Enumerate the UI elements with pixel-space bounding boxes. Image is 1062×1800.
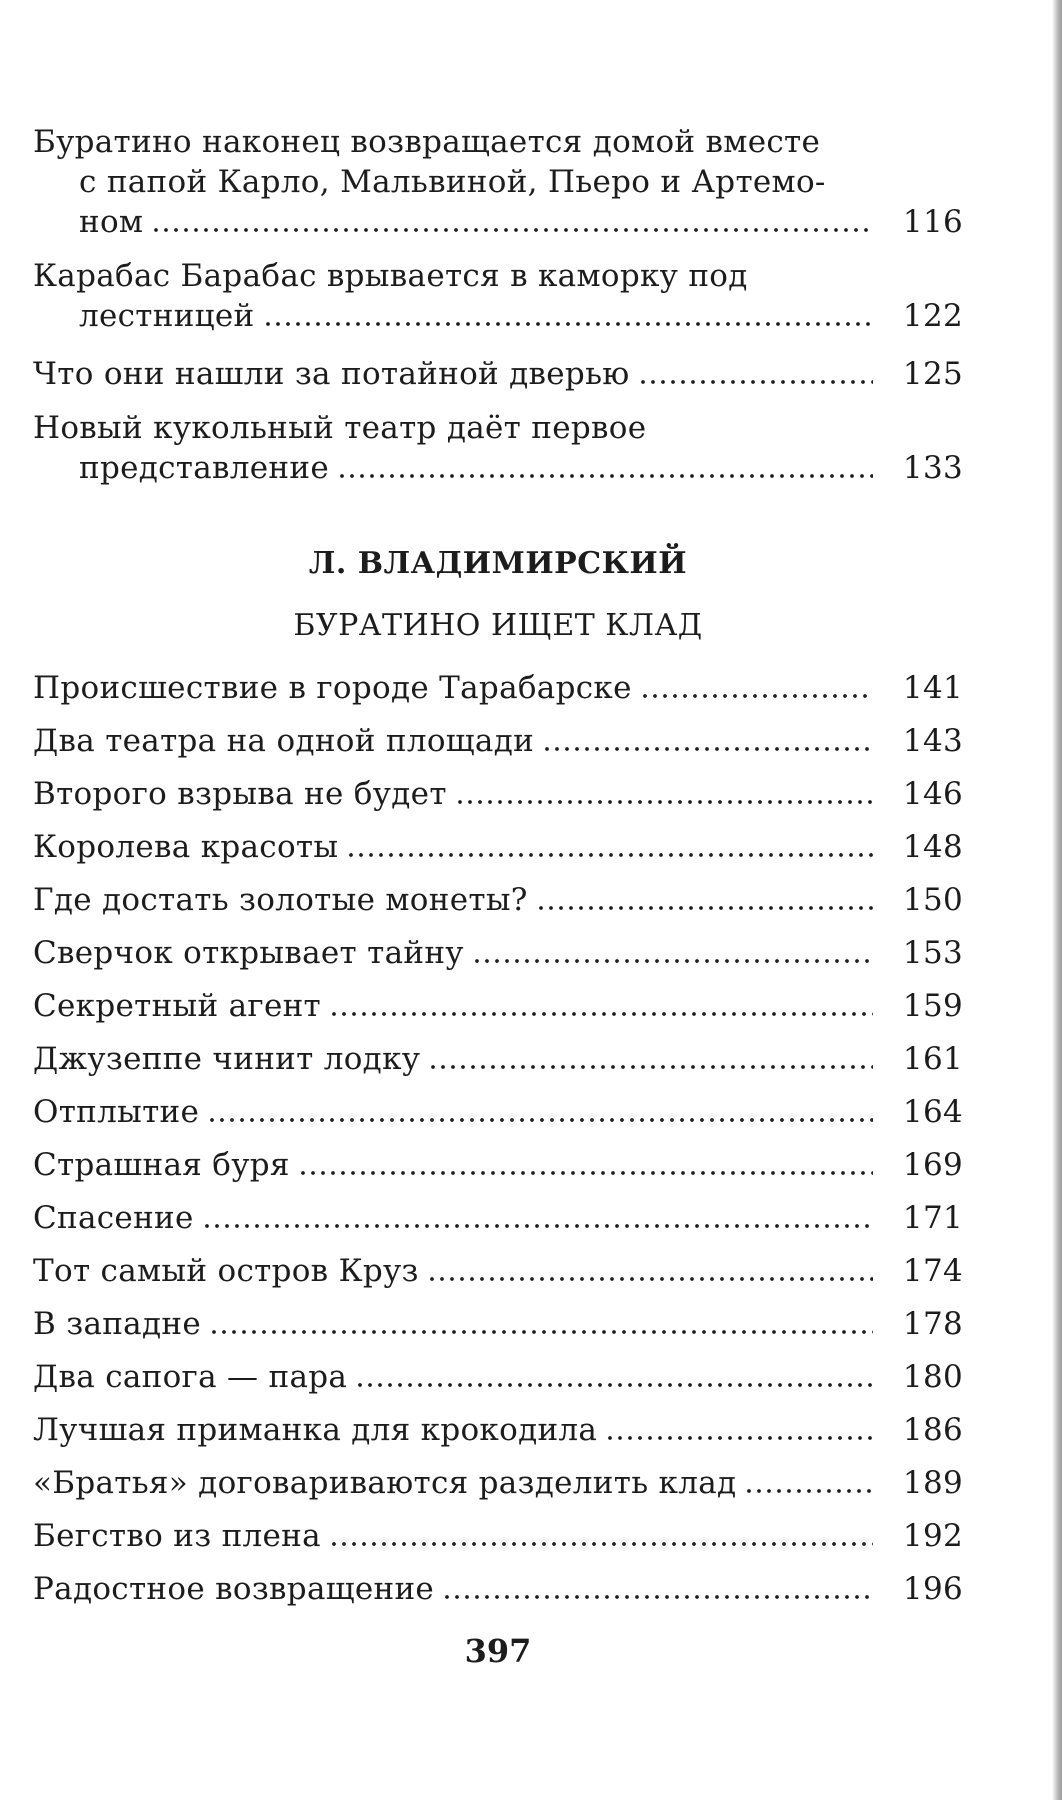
toc-entry-title: ном	[79, 204, 144, 240]
toc-entry-last-line	[33, 774, 963, 814]
toc-entry	[33, 256, 963, 336]
toc-entry	[33, 880, 963, 920]
toc-page-number: 146	[902, 776, 963, 812]
toc-page-number: 148	[902, 829, 963, 865]
toc-entry-last-line	[33, 1092, 963, 1132]
toc-entry-title: Джузеппе чинит лодку	[33, 1041, 421, 1077]
toc-page-number: 159	[902, 988, 963, 1024]
dot-leader	[355, 1381, 873, 1389]
dot-leader	[346, 851, 873, 859]
toc-entry-title: Тот самый остров Круз	[33, 1253, 419, 1289]
toc-entry-last-line	[33, 1251, 963, 1291]
toc-entry-last-line	[33, 986, 963, 1026]
toc-entry	[33, 1198, 963, 1238]
author-heading: Л. ВЛАДИМИРСКИЙ	[308, 546, 688, 581]
toc-entry-title: Второго взрыва не будет	[33, 776, 447, 812]
toc-entry-title: Секретный агент	[33, 988, 322, 1024]
toc-entry-title: Происшествие в городе Тарабарске	[33, 670, 632, 706]
toc-entry-title: Два сапога — пара	[33, 1359, 348, 1395]
toc-entry-last-line	[33, 1569, 963, 1609]
toc-entry-last-line	[33, 668, 963, 708]
toc-entry	[33, 408, 963, 488]
toc-entry-last-line	[33, 721, 963, 761]
toc-entry	[33, 933, 963, 973]
toc-entry	[33, 1039, 963, 1079]
toc-entry	[33, 986, 963, 1026]
toc-entry-last-line	[33, 1039, 963, 1079]
dot-leader	[428, 1063, 873, 1071]
toc-page-number: 150	[902, 882, 963, 918]
toc-page-number: 174	[902, 1253, 963, 1289]
dot-leader	[472, 957, 873, 965]
toc-page-number: 189	[902, 1465, 963, 1501]
toc-entry-last-line	[33, 296, 963, 336]
toc-entry	[33, 721, 963, 761]
toc-entry	[33, 1463, 963, 1503]
toc-page-number: 161	[902, 1041, 963, 1077]
toc-entry-title: Что они нашли за потайной дверью	[33, 356, 630, 392]
toc-page-number: 141	[902, 670, 963, 706]
dot-leader	[536, 904, 873, 912]
toc-entry-title: Где достать золотые монеты?	[33, 882, 528, 918]
toc-entry-last-line	[33, 202, 963, 242]
toc-page-number: 122	[902, 298, 963, 334]
work-title-heading: БУРАТИНО ИЩЕТ КЛАД	[293, 608, 703, 643]
toc-entry	[33, 1516, 963, 1556]
toc-entry-last-line	[33, 1410, 963, 1450]
dot-leader	[337, 472, 873, 480]
toc-entry-last-line	[33, 1357, 963, 1397]
toc-entry-title: В западне	[33, 1306, 201, 1342]
dot-leader	[209, 1328, 873, 1336]
toc-entry-title: лестницей	[79, 298, 255, 334]
dot-leader	[202, 1222, 873, 1230]
toc-entry	[33, 668, 963, 708]
toc-entry-last-line	[33, 1304, 963, 1344]
toc-page-number: 196	[902, 1571, 963, 1607]
toc-entry-line: с папой Карло, Мальвиной, Пьеро и Артемо-	[79, 164, 826, 200]
toc-entry-last-line	[33, 880, 963, 920]
toc-entry-title: «Братья» договариваются разделить клад	[33, 1465, 737, 1501]
toc-page-number: 169	[902, 1147, 963, 1183]
dot-leader	[605, 1434, 873, 1442]
toc-page-number: 192	[902, 1518, 963, 1554]
dot-leader	[298, 1169, 873, 1177]
toc-entry-title: Спасение	[33, 1200, 194, 1236]
toc-entry-title: Лучшая приманка для крокодила	[33, 1412, 598, 1448]
toc-page-number: 125	[902, 356, 963, 392]
toc-entry-last-line	[33, 827, 963, 867]
dot-leader	[263, 320, 873, 328]
dot-leader	[427, 1275, 873, 1283]
toc-page-number: 133	[902, 450, 963, 486]
toc-page-number: 116	[902, 204, 963, 240]
toc-entry	[33, 1251, 963, 1291]
dot-leader	[442, 1593, 873, 1601]
toc-entry	[33, 827, 963, 867]
toc-entry-line: Новый кукольный театр даёт первое	[33, 410, 647, 446]
toc-entry-line: Буратино наконец возвращается домой вместе	[33, 124, 821, 160]
toc-entry-last-line	[33, 933, 963, 973]
toc-entry-line: Карабас Барабас врывается в каморку под	[33, 258, 748, 294]
toc-entry-last-line	[33, 1145, 963, 1185]
toc-entry-title: Сверчок открывает тайну	[33, 935, 464, 971]
toc-page-number: 143	[902, 723, 963, 759]
toc-entry-title: Королева красоты	[33, 829, 339, 865]
toc-entry	[33, 1145, 963, 1185]
toc-entry-last-line	[33, 354, 963, 394]
dot-leader	[542, 745, 873, 753]
dot-leader	[207, 1116, 873, 1124]
dot-leader	[640, 692, 873, 700]
toc-entry	[33, 1304, 963, 1344]
toc-entry	[33, 1569, 963, 1609]
toc-page-number: 171	[902, 1200, 963, 1236]
toc-page-number: 180	[902, 1359, 963, 1395]
toc-entry-title: Радостное возвращение	[33, 1571, 435, 1607]
toc-entry-last-line	[33, 448, 963, 488]
toc-entry	[33, 1092, 963, 1132]
dot-leader	[455, 798, 873, 806]
toc-entry-title: представление	[79, 450, 329, 486]
page-edge-shadow	[1052, 0, 1062, 1800]
toc-entry-title: Два театра на одной площади	[33, 723, 535, 759]
dot-leader	[638, 378, 873, 386]
toc-entry-last-line	[33, 1463, 963, 1503]
toc-entry-title: Бегство из плена	[33, 1518, 321, 1554]
toc-entry	[33, 1357, 963, 1397]
toc-page-number: 153	[902, 935, 963, 971]
page-number: 397	[464, 1632, 532, 1670]
toc-page-number: 178	[902, 1306, 963, 1342]
toc-entry-last-line	[33, 1198, 963, 1238]
dot-leader	[744, 1487, 873, 1495]
toc-entry-title: Страшная буря	[33, 1147, 290, 1183]
toc-page-number: 186	[902, 1412, 963, 1448]
dot-leader	[329, 1010, 873, 1018]
toc-entry-last-line	[33, 1516, 963, 1556]
toc-entry	[33, 1410, 963, 1450]
toc-entry-title: Отплытие	[33, 1094, 200, 1130]
toc-entry	[33, 774, 963, 814]
dot-leader	[151, 226, 873, 234]
toc-entry	[33, 122, 963, 242]
toc-page-number: 164	[902, 1094, 963, 1130]
dot-leader	[329, 1540, 873, 1548]
toc-entry	[33, 354, 963, 394]
